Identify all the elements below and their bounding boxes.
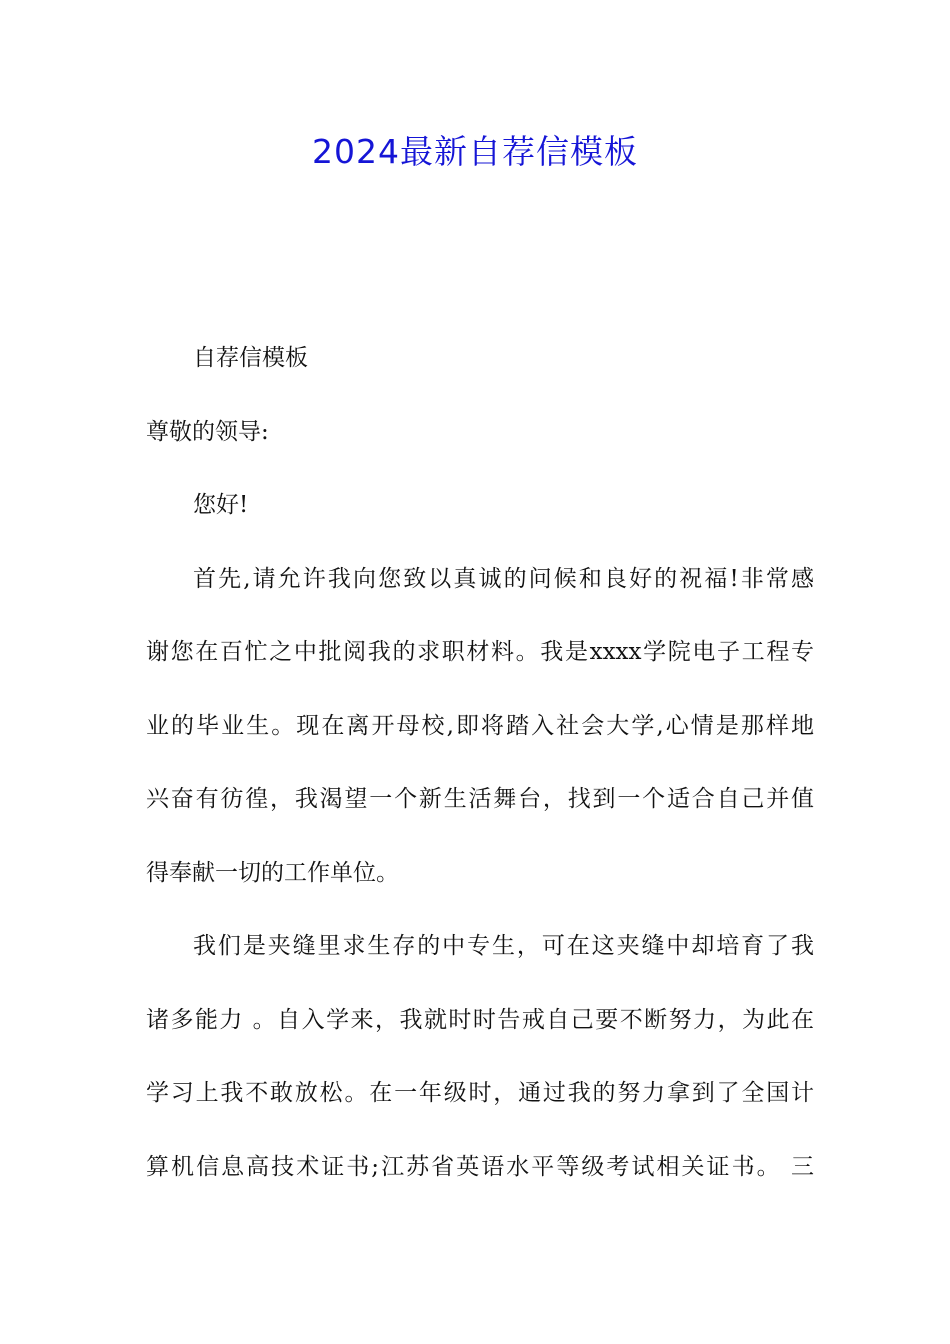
paragraph-line: 诸多能力 。自入学来，我就时时告戒自己要不断努力，为此在	[146, 1006, 814, 1033]
paragraph-line: 我们是夹缝里求生存的中专生，可在这夹缝中却培育了我	[193, 933, 814, 959]
paragraph-line: 学习上我不敢放松。在一年级时，通过我的努力拿到了全国计	[146, 1080, 814, 1106]
letter-salutation: 尊敬的领导:	[146, 418, 269, 445]
paragraph-line: 首先,请允许我向您致以真诚的问候和良好的祝福!非常感	[193, 565, 814, 592]
letter-greeting: 您好!	[193, 492, 249, 518]
document-body	[146, 322, 814, 1204]
paragraph-line: 兴奋有彷徨，我渴望一个新生活舞台，找到一个适合自己并值	[146, 786, 814, 812]
letter-subtitle: 自荐信模板	[193, 345, 308, 371]
paragraph-line: 得奉献一切的工作单位。	[146, 859, 399, 886]
paragraph-line: 谢您在百忙之中批阅我的求职材料。我是xxxx学院电子工程专	[146, 639, 814, 665]
paragraph-line: 算机信息高技术证书;江苏省英语水平等级考试相关证书。 三	[146, 1153, 814, 1180]
paragraph-line: 业的毕业生。现在离开母校,即将踏入社会大学,心情是那样地	[146, 712, 814, 739]
document-title: 2024最新自荐信模板	[312, 132, 638, 171]
